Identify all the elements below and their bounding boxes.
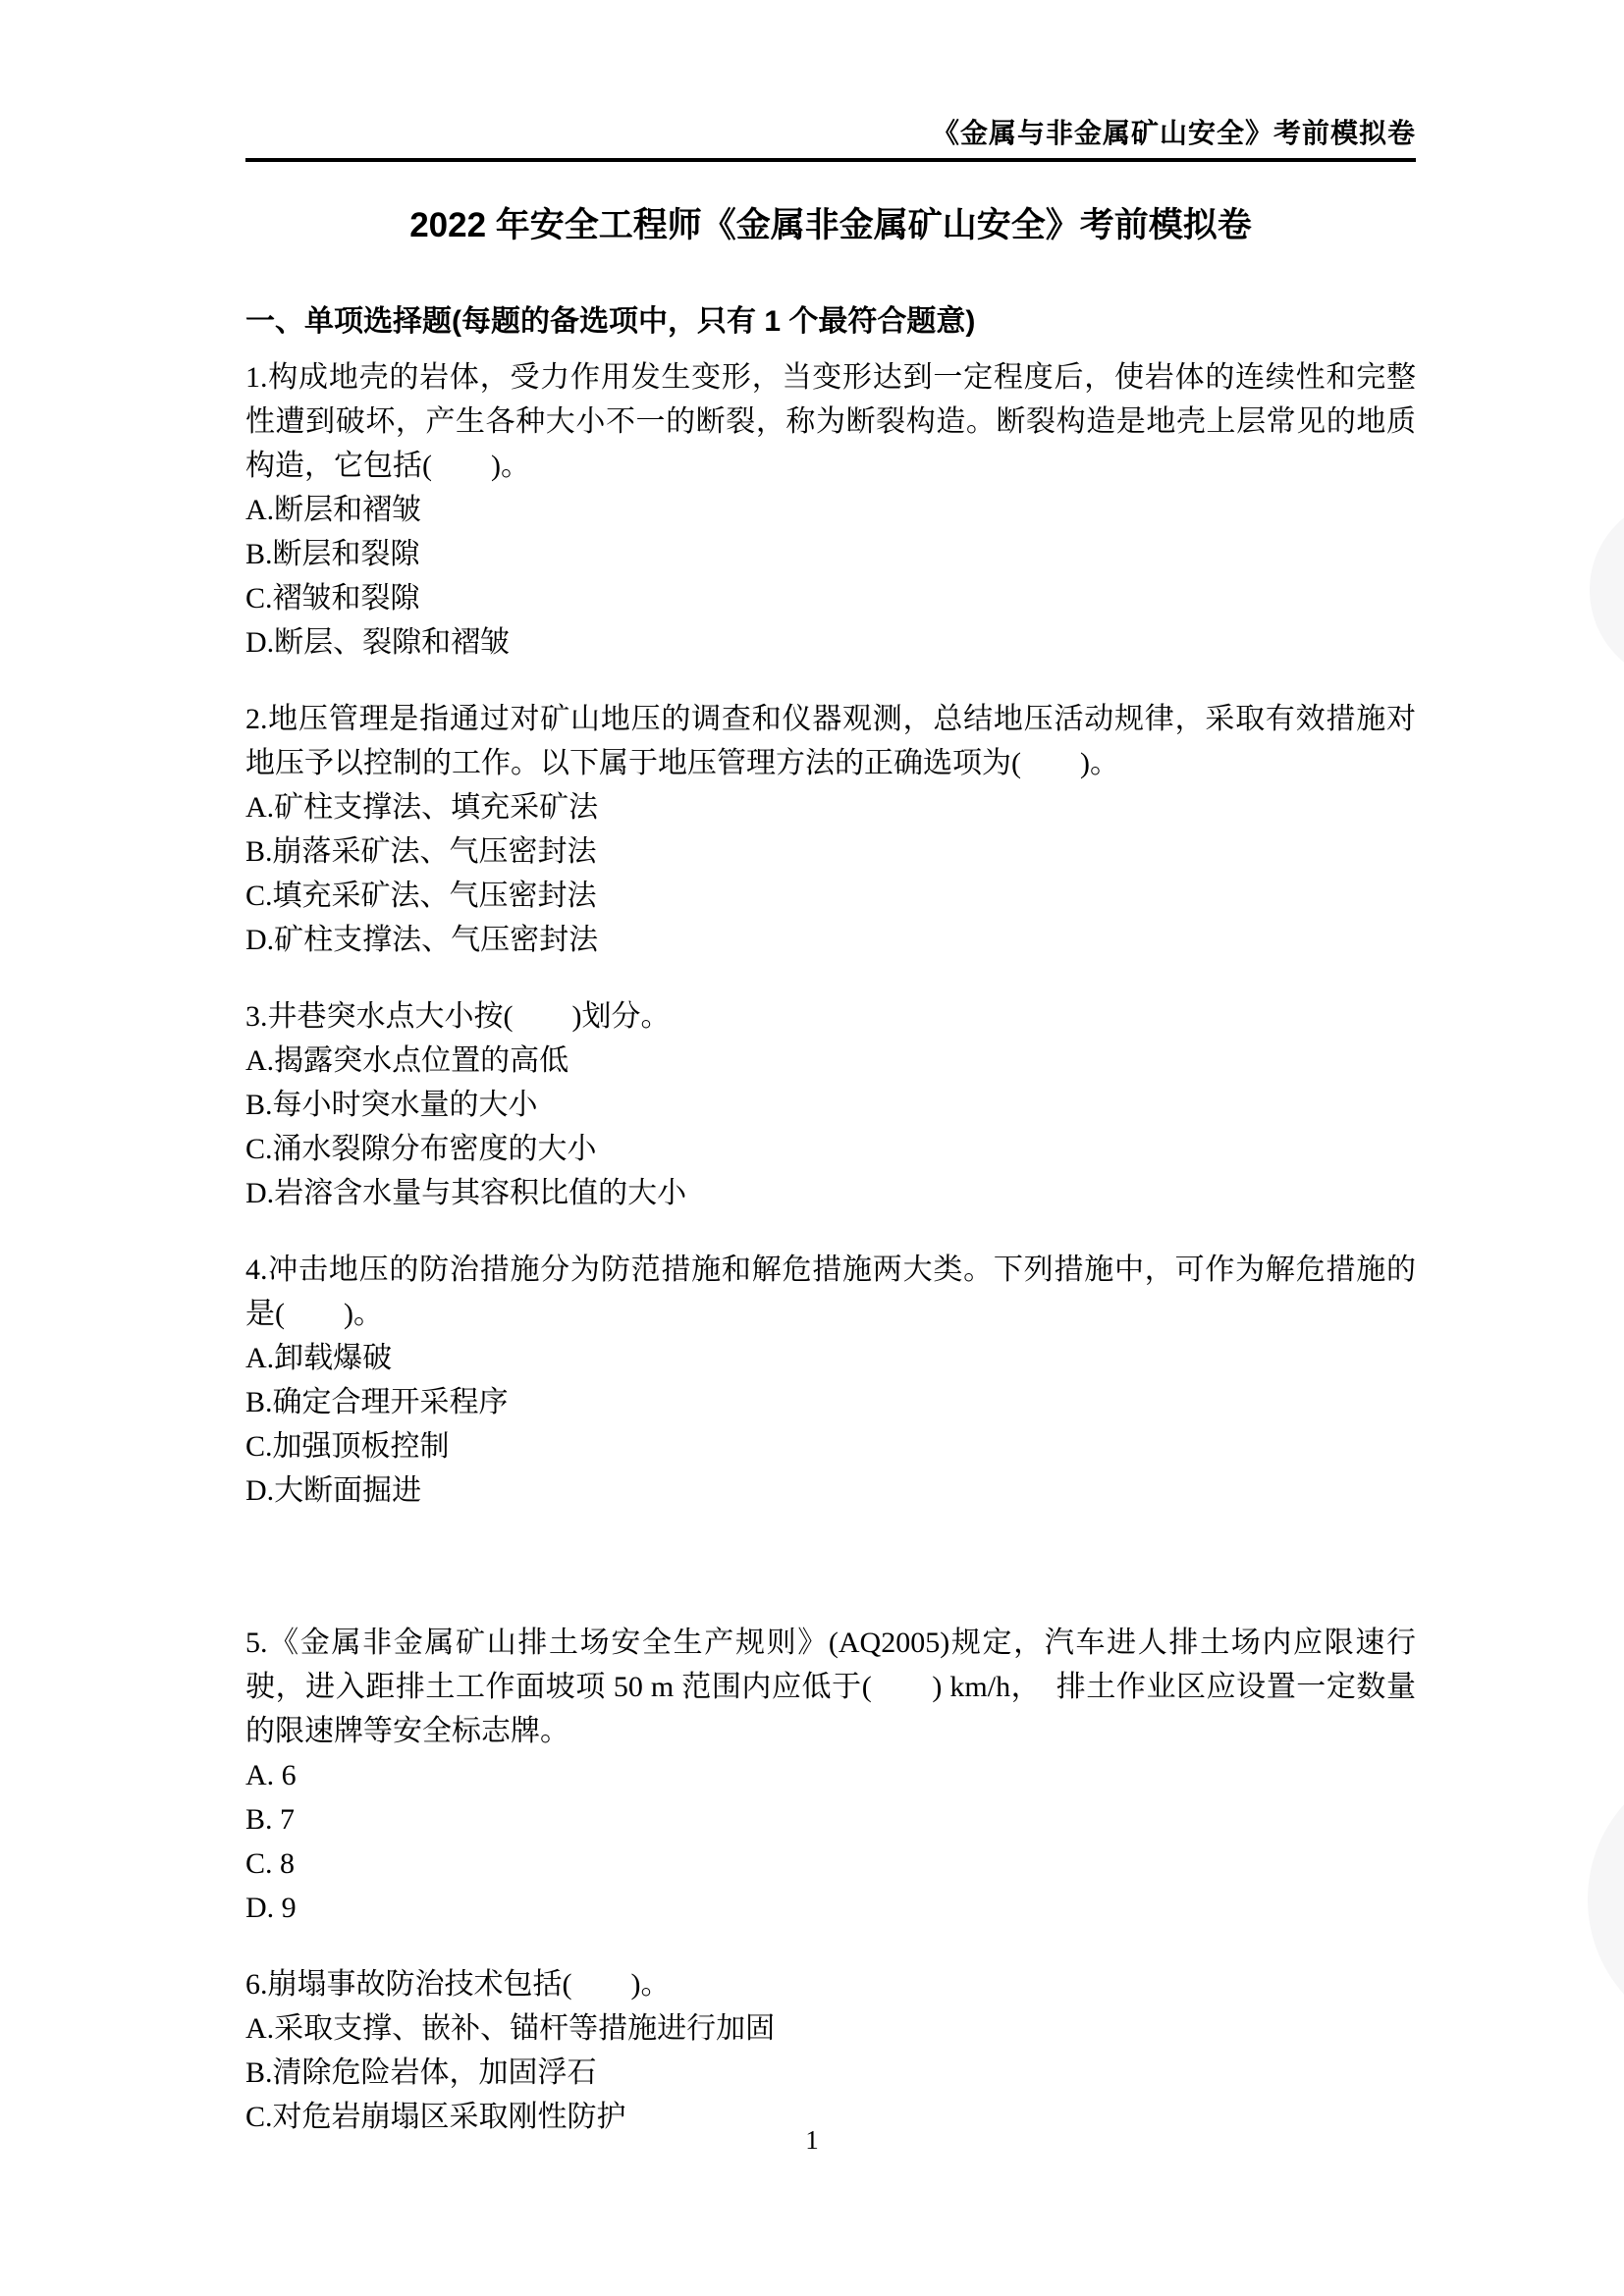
watermark-circle-top xyxy=(1590,497,1624,683)
option-line: A.采取支撑、嵌补、锚杆等措施进行加固 xyxy=(245,2012,776,2045)
question-stem: 1.构成地壳的岩体，受力作用发生变形，当变形达到一定程度后，使岩体的连续性和完整性遭到破坏，产生各种大小不一的断裂，称为断裂构造。断裂构造是地壳上层常见的地质构造，它包括( )。 xyxy=(245,361,1416,482)
option-line: B.每小时突水量的大小 xyxy=(245,1089,538,1121)
option-line: D. 9 xyxy=(245,1892,297,1924)
question-stem: 6.崩塌事故防治技术包括( )。 xyxy=(245,1968,671,2001)
option-line: C.填充采矿法、气压密封法 xyxy=(245,880,597,912)
question-stem: 2.地压管理是指通过对矿山地压的调查和仪器观测，总结地压活动规律，采取有效措施对地压予以控制的工作。以下属于地压管理方法的正确选项为( )。 xyxy=(245,703,1416,779)
question-list xyxy=(245,355,1416,2139)
section-heading: 一、单项选择题(每题的备选项中，只有 1 个最符合题意) xyxy=(245,305,976,338)
page-number: 1 xyxy=(805,2125,819,2155)
option-line: C.褶皱和裂隙 xyxy=(245,582,420,614)
option-line: C. 8 xyxy=(245,1847,296,1880)
question-block xyxy=(245,697,1416,962)
option-line: C.加强顶板控制 xyxy=(245,1430,450,1463)
option-line: B.清除危险岩体，加固浮石 xyxy=(245,2056,597,2089)
option-line: A. 6 xyxy=(245,1759,297,1791)
option-line: C.涌水裂隙分布密度的大小 xyxy=(245,1133,597,1165)
question-block xyxy=(245,1621,1416,1930)
question-block xyxy=(245,355,1416,665)
question-stem: 5.《金属非金属矿山排土场安全生产规则》(AQ2005)规定，汽车进人排土场内应限速行驶，进入距排土工作面坡项 50 m 范围内应低于( ) km/h， 排土作业区应设置一定数量的限速牌等安全标志牌。 xyxy=(245,1627,1416,1747)
question-stem: 3.井巷突水点大小按( )划分。 xyxy=(245,1000,671,1033)
watermark-circle-bottom xyxy=(1588,1757,1624,2042)
page-title: 2022 年安全工程师《金属非金属矿山安全》考前模拟卷 xyxy=(409,206,1252,244)
header-rule xyxy=(245,158,1416,162)
question-stem: 4.冲击地压的防治措施分为防范措施和解危措施两大类。下列措施中，可作为解危措施的是( )。 xyxy=(245,1254,1416,1330)
option-line: B.崩落采矿法、气压密封法 xyxy=(245,835,597,868)
option-line: A.卸载爆破 xyxy=(245,1342,393,1374)
option-line: C.对危岩崩塌区采取刚性防护 xyxy=(245,2101,626,2133)
option-line: D.大断面掘进 xyxy=(245,1474,422,1507)
option-line: B.断层和裂隙 xyxy=(245,538,420,570)
option-line: A.揭露突水点位置的高低 xyxy=(245,1044,569,1077)
option-line: D.岩溶含水量与其容积比值的大小 xyxy=(245,1177,687,1209)
question-block xyxy=(245,994,1416,1215)
option-line: D.矿柱支撑法、气压密封法 xyxy=(245,924,599,956)
option-line: B. 7 xyxy=(245,1803,296,1836)
option-line: A.矿柱支撑法、填充采矿法 xyxy=(245,791,599,824)
option-line: D.断层、裂隙和褶皱 xyxy=(245,626,511,659)
page-content xyxy=(245,0,1416,2171)
option-line: B.确定合理开采程序 xyxy=(245,1386,509,1418)
question-block xyxy=(245,1962,1416,2139)
question-block xyxy=(245,1248,1416,1513)
option-line: A.断层和褶皱 xyxy=(245,494,422,526)
running-header: 《金属与非金属矿山安全》考前模拟卷 xyxy=(931,118,1416,148)
